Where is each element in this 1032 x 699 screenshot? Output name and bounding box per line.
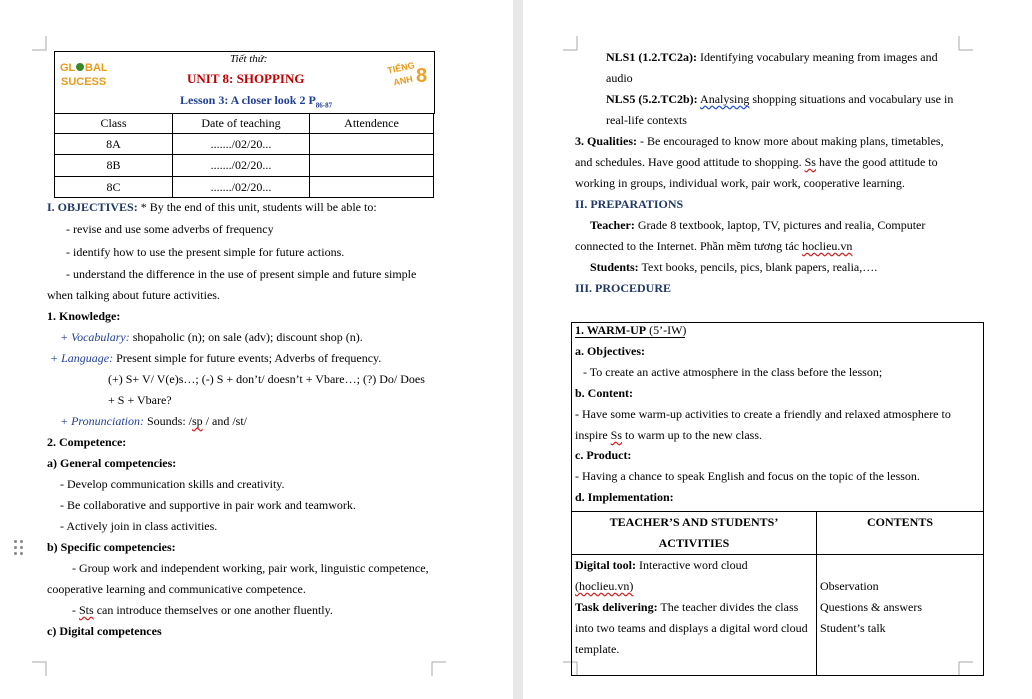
content-item: Student’s talk <box>820 621 886 635</box>
margin-corner-mark <box>563 36 577 50</box>
warmup-product-text: - Having a chance to speak English and focus on the topic of the lesson. <box>575 469 920 483</box>
digital-competences-heading: c) Digital competences <box>47 624 162 638</box>
warmup-content-label: b. Content: <box>575 386 634 400</box>
objective-item: - identify how to use the present simple for future actions. <box>66 245 345 259</box>
grammar-formula-continued: + S + Vbare? <box>108 393 172 407</box>
class-cell: 8C <box>55 177 173 198</box>
document-page-left <box>0 0 513 699</box>
grammar-formula: (+) S+ V/ V(e)s…; (-) S + don’t/ doesn’t + Vbare…; (?) Do/ Does <box>108 372 425 386</box>
warmup-implementation-label: d. Implementation: <box>575 490 674 504</box>
warmup-title: 1. WARM-UP (5’-IW) <box>575 323 687 337</box>
svg-text:8: 8 <box>416 65 428 87</box>
class-cell: 8A <box>55 134 173 155</box>
margin-corner-mark <box>432 662 446 676</box>
competency-item-continued: cooperative learning and communicative competence. <box>47 582 306 596</box>
lesson-title: Lesson 3: A closer look 2 $P_{86-87}$ <box>180 93 333 110</box>
procedure-heading: III. PROCEDURE <box>575 281 672 295</box>
objective-item: - understand the difference in the use of present simple and future simple <box>66 267 417 281</box>
document-page-right <box>523 0 1032 699</box>
hoclieu-link[interactable]: (hoclieu.vn) <box>575 579 634 593</box>
date-cell: ......./02/20... <box>173 134 310 155</box>
svg-text:SUCESS: SUCESS <box>61 76 107 88</box>
lesson-number-label: Tiết thứ: <box>230 53 268 65</box>
attendance-cell <box>310 177 434 198</box>
nls5-line: NLS5 (5.2.TC2b): Analysing shopping situations and vocabulary use in <box>606 92 954 106</box>
date-cell: ......./02/20... <box>173 177 310 198</box>
objective-item-continued: when talking about future activities. <box>47 288 220 302</box>
activities-column-header: TEACHER’S AND STUDENTS’ ACTIVITIES <box>572 512 817 555</box>
competency-item: - Be collaborative and supportive in pair work and teamwork. <box>60 498 356 512</box>
contents-cell <box>817 555 984 676</box>
warmup-content-text: - Have some warm-up activities to create a friendly and relaxed atmosphere to <box>575 407 951 421</box>
qualities-line-3: working in groups, individual work, pair work, cooperative learning. <box>575 176 905 190</box>
svg-text:GL: GL <box>60 62 76 74</box>
task-delivering-line: Task delivering: The teacher divides the class <box>575 600 799 614</box>
objective-item: - revise and use some adverbs of frequency <box>66 222 274 236</box>
vocabulary-line: + Vocabulary: shopaholic (n); on sale (adv); discount shop (n). <box>60 330 363 344</box>
svg-text:BAL: BAL <box>85 62 108 74</box>
competency-item: - Actively join in class activities. <box>60 519 218 533</box>
margin-corner-mark <box>959 36 973 50</box>
competency-item: - Develop communication skills and creativity. <box>60 477 285 491</box>
warmup-title-underline <box>575 337 685 338</box>
table-row <box>55 155 434 177</box>
attendance-cell <box>310 155 434 177</box>
objectives-line: I. OBJECTIVES: * By the end of this unit, students will be able to: <box>47 200 377 214</box>
warmup-objectives-text: - To create an active atmosphere in the class before the lesson; <box>583 365 883 379</box>
qualities-line: 3. Qualities: - Be encouraged to know more about making plans, timetables, <box>575 134 944 148</box>
language-line: + Language: Present simple for future events; Adverbs of frequency. <box>50 351 382 365</box>
nls1-line: NLS1 (1.2.TC2a): Identifying vocabulary meaning from images and <box>606 50 938 64</box>
class-cell: 8B <box>55 155 173 177</box>
svg-text:ANH: ANH <box>392 73 414 88</box>
students-preparation-line: Students: Text books, pencils, pics, blank papers, realia,…. <box>590 260 878 274</box>
teacher-preparation-line: Teacher: Grade 8 textbook, laptop, TV, pictures and realia, Computer <box>590 218 926 232</box>
global-success-logo <box>58 58 108 90</box>
competency-item: - Sts can introduce themselves or one another fluently. <box>72 603 333 617</box>
warmup-content-text-2: inspire Ss to warm up to the new class. <box>575 428 762 442</box>
task-delivering-line-3: template. <box>575 642 620 656</box>
hoclieu-link[interactable]: hoclieu.vn <box>802 239 853 253</box>
warmup-objectives-label: a. Objectives: <box>575 344 645 358</box>
date-cell: ......./02/20... <box>173 155 310 177</box>
attendance-cell <box>310 134 434 155</box>
specific-competencies-heading: b) Specific competencies: <box>47 540 176 554</box>
drag-handle-icon[interactable] <box>14 540 24 558</box>
svg-text:TIẾNG: TIẾNG <box>386 60 416 76</box>
task-delivering-line-2: into two teams and displays a digital word cloud <box>575 621 808 635</box>
nls5-line-continued: real-life contexts <box>606 113 687 127</box>
content-item: Observation <box>820 579 879 593</box>
unit-title: UNIT 8: SHOPPING <box>187 71 305 86</box>
competence-heading: 2. Competence: <box>47 435 127 449</box>
qualities-line-2: and schedules. Have good attitude to shopping. Ss have the good attitude to <box>575 155 938 169</box>
nls1-line-continued: audio <box>606 71 633 85</box>
teacher-preparation-line-2: connected to the Internet. Phần mềm tương tác hoclieu.vn <box>575 239 853 253</box>
table-header: Class <box>55 114 173 134</box>
general-competencies-heading: a) General competencies: <box>47 456 177 470</box>
margin-corner-mark <box>32 662 46 676</box>
contents-column-header: CONTENTS <box>817 512 984 555</box>
activities-table <box>571 511 984 676</box>
table-header: Date of teaching <box>173 114 310 134</box>
tieng-anh-8-logo <box>386 58 432 90</box>
competency-item: - Group work and independent working, pair work, linguistic competence, <box>72 561 429 575</box>
knowledge-heading: 1. Knowledge: <box>47 309 121 323</box>
activities-cell <box>572 555 817 676</box>
warmup-product-label: c. Product: <box>575 448 632 462</box>
digital-tool-line: Digital tool: Interactive word cloud <box>575 558 748 572</box>
table-header: Attendence <box>310 114 434 134</box>
table-row <box>55 134 434 155</box>
pronunciation-line: + Pronunciation: Sounds: /sp / and /st/ <box>60 414 248 428</box>
content-item: Questions & answers <box>820 600 922 614</box>
table-row <box>55 177 434 198</box>
preparations-heading: II. PREPARATIONS <box>575 197 684 211</box>
margin-corner-mark <box>32 36 46 50</box>
attendance-table <box>54 113 434 198</box>
